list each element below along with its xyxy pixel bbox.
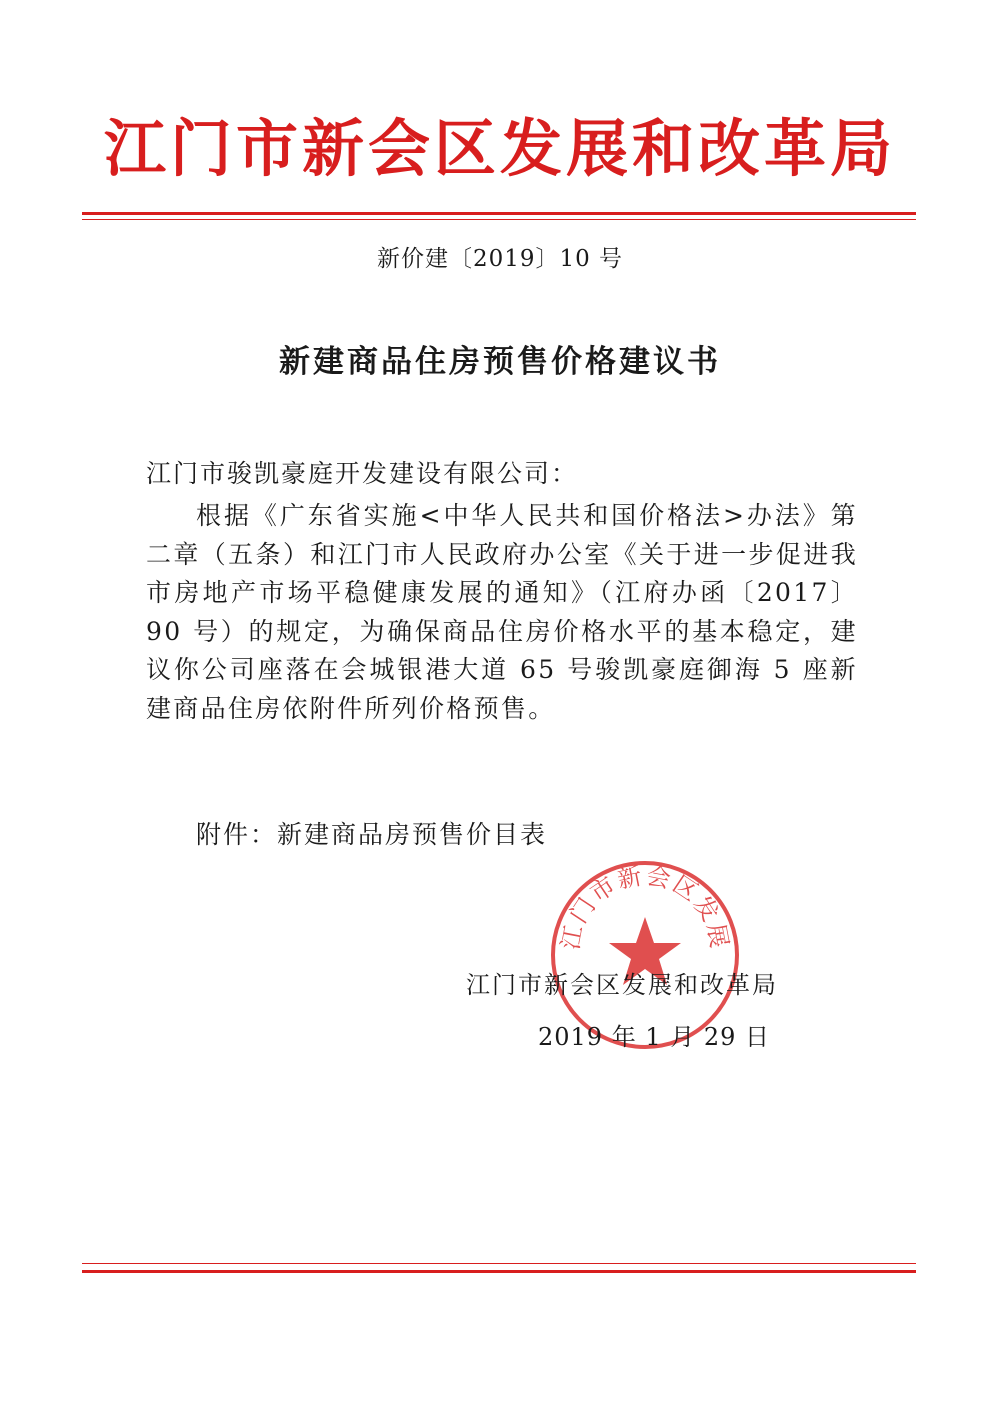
body-paragraph: 根据《广东省实施<中华人民共和国价格法>办法》第二章（五条）和江门市人民政府办公室《关于进一步促进我市房地产市场平稳健康发展的通知》（江府办函〔2017〕90 号）的规定，为确保商品住房价格水平的基本稳定，建议你公司座落在会城银港大道 65 号骏凯豪庭御海 5 座新建商品住房依附件所列价格预售。 (146, 501, 858, 723)
attachment-line: 附件：新建商品房预售价目表 (196, 820, 548, 849)
signature-issuer: 江门市新会区发展和改革局 (466, 971, 778, 999)
seal-text: 江门市新会区发展 (556, 861, 734, 952)
letterhead-rule-thin (82, 219, 916, 220)
footer-rule-thick (82, 1270, 916, 1273)
document-number: 新价建〔2019〕10 号 (376, 246, 624, 272)
signature-date: 2019 年 1 月 29 日 (538, 1023, 771, 1051)
footer-rule-thin (82, 1263, 916, 1264)
letterhead-title: 江门市新会区发展和改革局 (103, 112, 896, 185)
document-title: 新建商品住房预售价格建议书 (279, 344, 721, 380)
recipient-line: 江门市骏凯豪庭开发建设有限公司： (146, 459, 579, 488)
letterhead-rule-thick (82, 212, 916, 215)
